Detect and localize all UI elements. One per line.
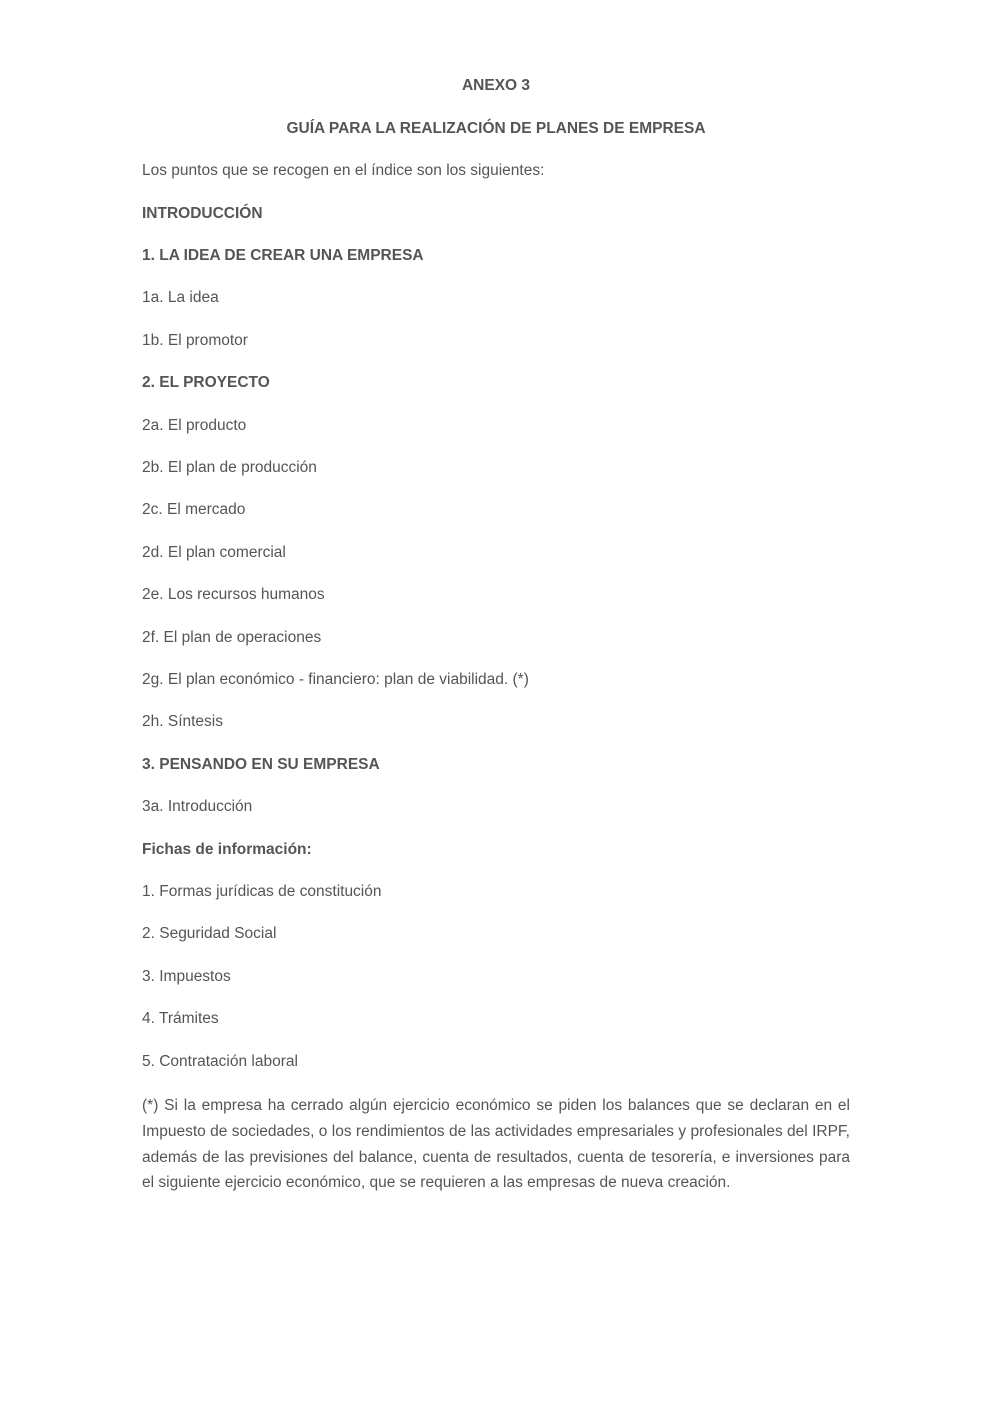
annex-title: ANEXO 3: [461, 77, 531, 94]
index-item: 3. PENSANDO EN SU EMPRESA: [142, 756, 380, 773]
index-item: 1a. La idea: [142, 289, 219, 306]
index-item: 2. Seguridad Social: [142, 925, 277, 942]
index-item: 2b. El plan de producción: [142, 459, 317, 476]
index-item: INTRODUCCIÓN: [142, 205, 263, 222]
intro-text: Los puntos que se recogen en el índice son los siguientes:: [142, 162, 545, 179]
index-item: 2e. Los recursos humanos: [142, 586, 325, 603]
index-item: 5. Contratación laboral: [142, 1053, 298, 1070]
index-item: 2f. El plan de operaciones: [142, 629, 322, 646]
index-item: 2h. Síntesis: [142, 713, 223, 730]
index-item: Fichas de información:: [142, 841, 312, 858]
index-item: 1b. El promotor: [142, 332, 248, 349]
guide-title: GUÍA PARA LA REALIZACIÓN DE PLANES DE EMPRESA: [286, 120, 706, 137]
footnote-paragraph: (*) Si la empresa ha cerrado algún ejercicio económico se piden los balances que se declaran en el Impuesto de sociedades, o los rendimientos de las actividades empresariales y profesionales del IRPF, además de las previsiones del balance, cuenta de resultados, cuenta de tesorería, e inversiones para el siguiente ejercicio económico, que se requieren a las empresas de nueva creación.: [142, 1097, 850, 1192]
index-item: 4. Trámites: [142, 1010, 219, 1027]
index-item: 2. EL PROYECTO: [142, 374, 270, 391]
index-item: 2a. El producto: [142, 417, 247, 434]
index-item: 2c. El mercado: [142, 501, 246, 518]
index-item: 2g. El plan económico - financiero: plan de viabilidad. (*): [142, 671, 529, 688]
index-item: 2d. El plan comercial: [142, 544, 286, 561]
index-item: 3a. Introducción: [142, 798, 253, 815]
index-item: 1. Formas jurídicas de constitución: [142, 883, 382, 900]
index-item: 3. Impuestos: [142, 968, 231, 985]
index-item: 1. LA IDEA DE CREAR UNA EMPRESA: [142, 247, 424, 264]
